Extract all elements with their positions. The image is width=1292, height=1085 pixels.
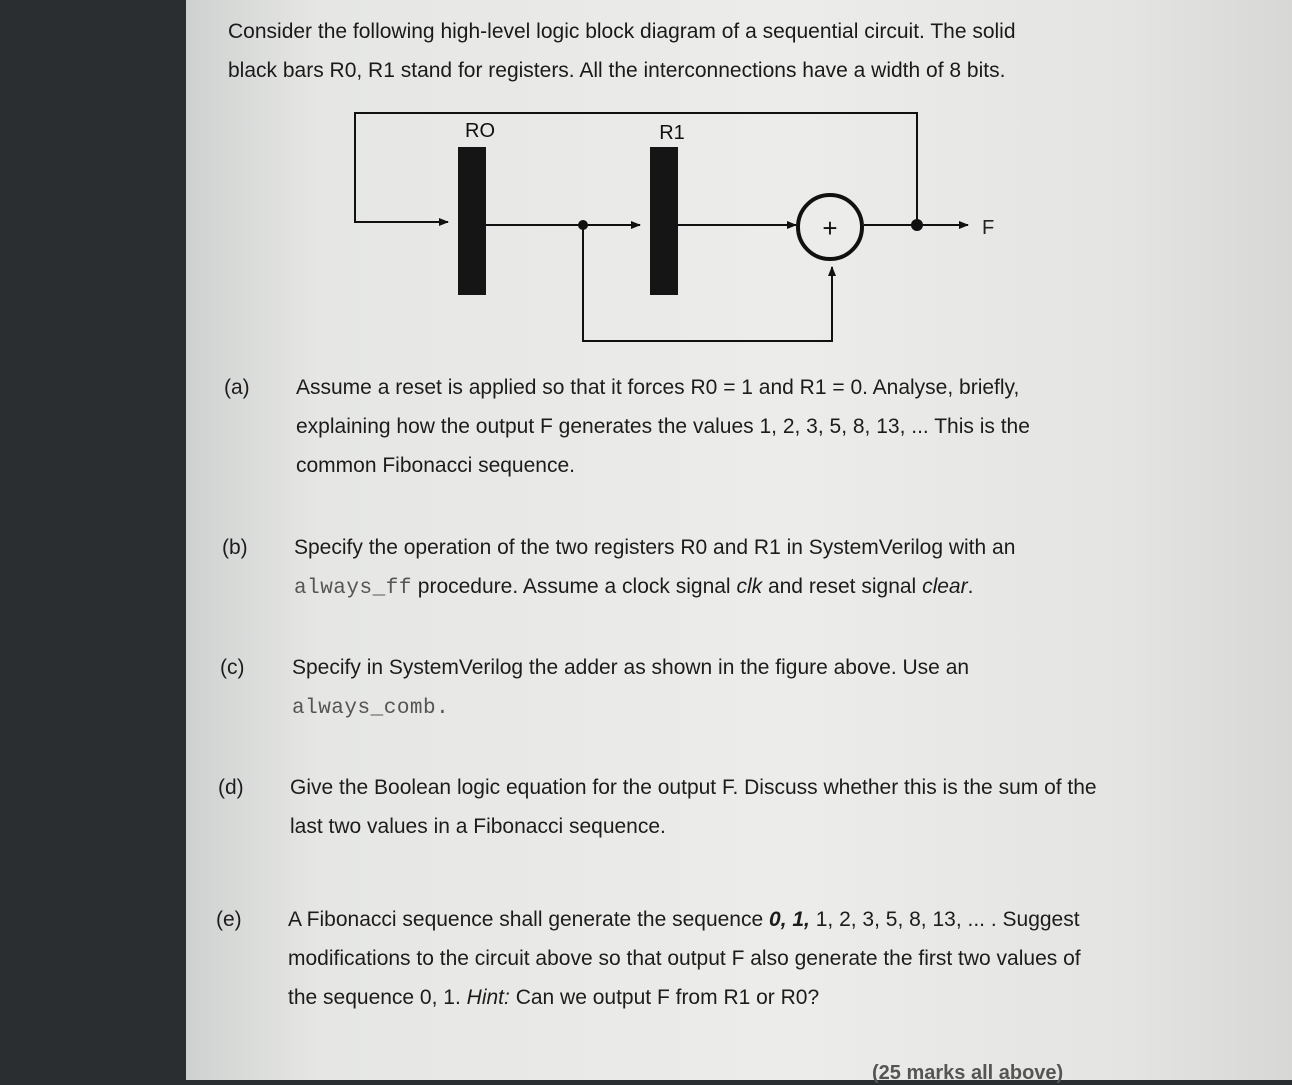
- question-d-text: Give the Boolean logic equation for the output F. Discuss whether this is the sum of the last two values in a Fibonacci sequence.: [290, 776, 1097, 838]
- hint-label: Hint:: [466, 986, 510, 1009]
- question-b-text-end: .: [967, 575, 974, 598]
- marks-footer: (25 marks all above): [872, 1062, 1064, 1084]
- adder-symbol: +: [822, 213, 838, 243]
- output-f-label: F: [982, 217, 995, 239]
- sequence-first-two: 0, 1,: [769, 908, 810, 931]
- register-r0: [458, 147, 486, 295]
- register-r1: [650, 147, 678, 295]
- question-b-text-mid: procedure. Assume a clock signal: [417, 575, 731, 598]
- question-c-label: (c): [220, 656, 245, 679]
- code-always-comb: always_comb.: [292, 697, 450, 720]
- junction-dot-left: [578, 220, 588, 230]
- question-d-label: (d): [218, 776, 244, 799]
- question-a-label: (a): [224, 376, 250, 399]
- intro-paragraph: [228, 12, 1128, 90]
- question-e-text-before: A Fibonacci sequence shall generate the sequence: [288, 908, 764, 931]
- question-e-label: (e): [216, 908, 242, 931]
- hint-text: Can we output F from R1 or R0?: [515, 986, 820, 1009]
- clk-signal: clk: [736, 575, 763, 598]
- register-r0-label: RO: [465, 120, 495, 142]
- question-b-text-before: Specify the operation of the two registers R0 and R1 in SystemVerilog with an: [294, 536, 1016, 559]
- clear-signal: clear: [922, 575, 968, 598]
- question-e-text-mid: 1, 2, 3, 5, 8, 13, ... . Suggest modifications to the circuit above so that output F also generate the first two values of the sequence 0, 1.: [288, 908, 1081, 1009]
- question-b-text: [294, 528, 1114, 608]
- question-c-text: [292, 648, 1112, 728]
- wire-branch-to-adder: [583, 225, 832, 341]
- question-e-text: [288, 900, 1108, 1017]
- circuit-diagram: [340, 105, 1000, 350]
- question-b-text-and: and reset signal: [767, 575, 917, 598]
- question-a-text: Assume a reset is applied so that it forces R0 = 1 and R1 = 0. Analyse, briefly, explaining how the output F generates the values 1, 2, 3, 5, 8, 13, ... This is the common Fibonacci sequence.: [296, 376, 1030, 477]
- register-r1-label: R1: [659, 122, 685, 144]
- junction-dot-right: [911, 219, 923, 231]
- intro-line-1: Consider the following high-level logic block diagram of a sequential circuit. The solid: [228, 20, 1016, 43]
- question-b-label: (b): [222, 536, 248, 559]
- question-c-text-before: Specify in SystemVerilog the adder as shown in the figure above. Use an: [292, 656, 970, 679]
- intro-line-2: black bars R0, R1 stand for registers. All the interconnections have a width of 8 bits.: [228, 59, 1006, 82]
- code-always-ff: always_ff: [294, 577, 412, 600]
